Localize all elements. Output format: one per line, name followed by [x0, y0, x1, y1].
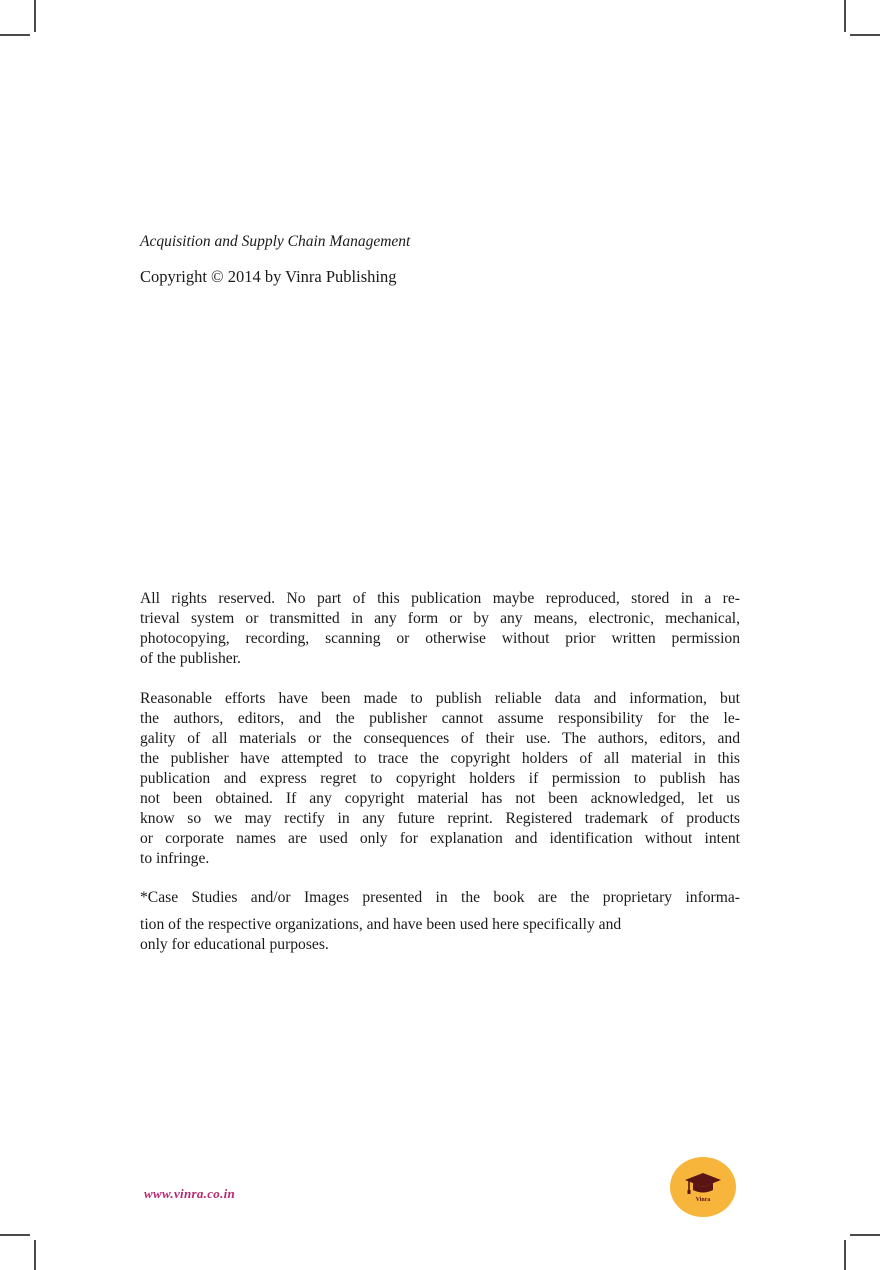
crop-mark-bottom-left-vertical	[34, 1240, 36, 1270]
paragraph-line: trieval system or transmitted in any form or by any means, electronic, mechanical,	[140, 610, 740, 627]
crop-mark-bottom-right-vertical	[844, 1240, 846, 1270]
graduation-cap-icon	[683, 1170, 723, 1204]
paragraph-line: not been obtained. If any copyright material has not been acknowledged, let us	[140, 790, 740, 807]
paragraph-line: or corporate names are used only for explanation and identification without intent	[140, 830, 740, 847]
publisher-logo	[670, 1157, 736, 1217]
book-title: Acquisition and Supply Chain Management	[140, 233, 411, 250]
crop-mark-top-left-horizontal	[0, 34, 30, 36]
paragraph-line: the publisher have attempted to trace the copyright holders of all material in this	[140, 750, 740, 767]
paragraph-line: gality of all materials or the consequences of their use. The authors, editors, and	[140, 730, 740, 747]
paragraph-line: Reasonable efforts have been made to publish reliable data and information, but	[140, 690, 740, 707]
paragraph-line: photocopying, recording, scanning or otherwise without prior written permission	[140, 630, 740, 647]
disclaimer-paragraph	[140, 689, 740, 869]
case-studies-paragraph	[140, 888, 740, 955]
paragraph-line: *Case Studies and/or Images presented in the book are the proprietary informa-	[140, 889, 740, 906]
rights-reserved-paragraph	[140, 589, 740, 669]
paragraph-line: know so we may rectify in any future reprint. Registered trademark of products	[140, 810, 740, 827]
paragraph-line: tion of the respective organizations, and have been used here specifically and	[140, 916, 622, 933]
crop-mark-top-right-horizontal	[850, 34, 880, 36]
paragraph-line: the authors, editors, and the publisher cannot assume responsibility for the le-	[140, 710, 740, 727]
crop-mark-top-right-vertical	[844, 0, 846, 32]
svg-text:Vinra: Vinra	[695, 1197, 711, 1203]
crop-mark-bottom-right-horizontal	[850, 1234, 880, 1236]
crop-mark-bottom-left-horizontal	[0, 1234, 30, 1236]
paragraph-line: of the publisher.	[140, 650, 241, 667]
crop-mark-top-left-vertical	[34, 0, 36, 32]
paragraph-line: to infringe.	[140, 850, 210, 867]
paragraph-line: only for educational purposes.	[140, 936, 329, 953]
copyright-notice: Copyright © 2014 by Vinra Publishing	[140, 267, 397, 286]
publisher-website-link[interactable]: www.vinra.co.in	[144, 1186, 236, 1201]
paragraph-line: All rights reserved. No part of this publication maybe reproduced, stored in a re-	[140, 590, 740, 607]
paragraph-line: publication and express regret to copyright holders if permission to publish has	[140, 770, 740, 787]
